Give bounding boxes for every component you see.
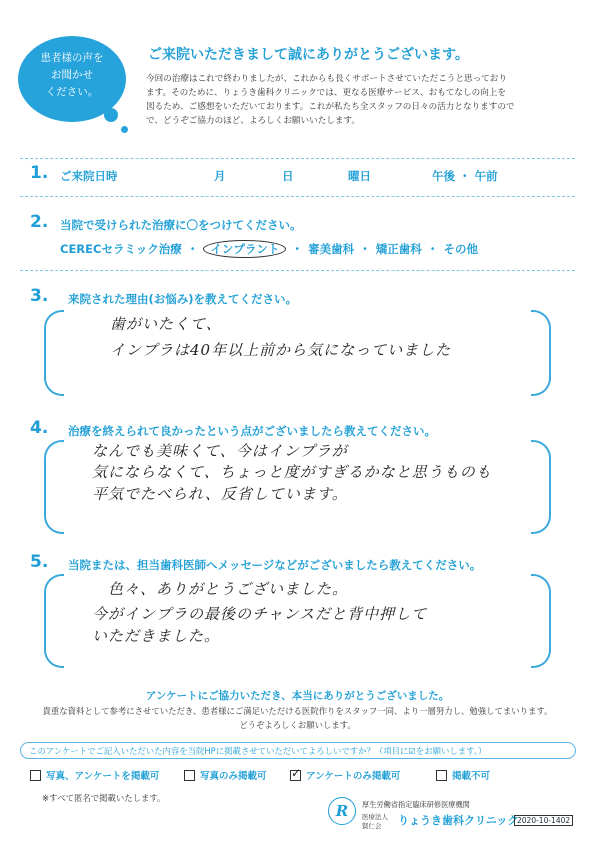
clinic-name: りょうき歯科クリニック <box>398 814 519 827</box>
q3-answer-line: 歯がいたくて、 <box>110 315 222 333</box>
answer-bracket-right <box>531 574 551 668</box>
intro-line: で、どうぞご協力のほど、よろしくお願いいたします。 <box>146 116 360 126</box>
q5-number: 5. <box>30 552 49 572</box>
q2-number: 2. <box>30 212 49 232</box>
intro-line: ます。そのために、りょうき歯科クリニックでは、更なる医療サービス、おもてなしの向上を <box>146 88 506 98</box>
corp-label: 医療法人 <box>362 813 388 821</box>
bubble-tail-dot-small <box>121 126 128 133</box>
q5-answer-line: 色々、ありがとうございました。 <box>108 580 349 598</box>
answer-bracket-left <box>44 574 64 668</box>
checkbox-label: 写真、アンケートを掲載可 <box>46 771 160 782</box>
checkbox-photo-and-survey[interactable] <box>30 770 41 781</box>
q4-answer-line: 気にならなくて、ちょっと度がすぎるかなと思うものも <box>92 463 492 481</box>
q1-month-label: 月 <box>214 169 226 183</box>
option-other[interactable]: その他 <box>443 242 478 256</box>
answer-bracket-right <box>531 310 551 396</box>
section-divider <box>20 196 575 197</box>
option-separator: ・ <box>186 242 199 256</box>
q1-label: ご来院日時 <box>60 169 118 183</box>
bubble-line: ください。 <box>45 86 99 98</box>
bubble-line: 患者様の声を <box>40 52 104 64</box>
option-separator: ・ <box>291 242 303 256</box>
option-aesthetic[interactable]: 審美歯科 <box>308 242 355 256</box>
page-title: ご来院いただきまして誠にありがとうございます。 <box>148 47 469 63</box>
q5-answer-line: 今がインプラの最後のチャンスだと背中押して <box>92 605 428 623</box>
q1-number: 1. <box>30 163 49 183</box>
answer-bracket-right <box>531 440 551 534</box>
q1-weekday-label: 曜日 <box>348 169 371 183</box>
q3-number: 3. <box>30 286 49 306</box>
q2-label: 当院で受けられた治療に〇をつけてください。 <box>60 218 302 232</box>
ministry-label: 厚生労働省指定臨床研修医療機関 <box>362 800 470 809</box>
document-code: 2020-10-1402 <box>514 815 573 826</box>
answer-bracket-left <box>44 310 64 396</box>
clinic-logo: R <box>328 797 356 825</box>
checkbox-label: 写真のみ掲載可 <box>200 771 267 782</box>
q4-answer-line: 平気でたべられ、反省しています。 <box>92 485 348 503</box>
closing-line: 貴重な資料として参考にさせていただき、患者様にご満足いただける医院作りをスタッフ一同、より一層努力し、勉強してまいります。 <box>42 706 553 716</box>
q3-label: 来院された理由(お悩み)を教えてください。 <box>68 292 298 306</box>
q4-answer-line: なんでも美味くて、今はインプラが <box>92 442 348 460</box>
q1-ampm-label: 午後 ・ 午前 <box>432 169 498 183</box>
consent-question: このアンケートでご記入いただいた内容を当院HPに掲載させていただいてよろしいですか？（項目に☑をお願いします。） <box>20 742 576 759</box>
checkbox-label: アンケートのみ掲載可 <box>306 771 401 782</box>
section-divider <box>20 158 575 159</box>
checkbox-label: 掲載不可 <box>452 771 491 782</box>
section-divider <box>20 270 575 271</box>
thanks-heading: アンケートにご協力いただき、本当にありがとうございました。 <box>145 690 450 702</box>
q4-number: 4. <box>30 418 49 438</box>
intro-line: 図るため、ご感想をいただいております。これが私たち全スタッフの日々の活力となりますので <box>146 102 515 112</box>
intro-line: 今回の治療はこれで終わりましたが、これからも長くサポートさせていただこうと思っており <box>146 74 507 84</box>
bubble-tail-dot <box>104 108 118 122</box>
closing-line: どうぞよろしくお願いします。 <box>239 720 356 730</box>
anonymity-note: ※すべて匿名で掲載いたします。 <box>42 793 166 803</box>
option-implant[interactable]: インプラント <box>203 240 286 258</box>
option-separator: ・ <box>426 242 439 256</box>
checkbox-no-publish[interactable] <box>436 770 447 781</box>
q2-options <box>60 238 478 258</box>
corp-label: 賢仁会 <box>362 822 382 830</box>
check-mark-icon: ✓ <box>291 766 302 780</box>
intro-text <box>146 72 576 128</box>
bubble-line: お聞かせ <box>51 69 93 81</box>
option-orthodontic[interactable]: 矯正歯科 <box>375 242 422 256</box>
q5-answer-line: いただきました。 <box>92 627 221 645</box>
checkbox-photo-only[interactable] <box>184 770 195 781</box>
q5-label: 当院または、担当歯科医師へメッセージなどがございましたら教えてください。 <box>68 558 482 572</box>
q3-answer-line: インプラは40年以上前から気になっていました <box>110 341 452 359</box>
option-cerec[interactable]: CERECセラミック治療 <box>60 242 182 256</box>
checkbox-survey-only[interactable] <box>290 766 302 781</box>
q1-day-label: 日 <box>282 169 294 183</box>
answer-bracket-left <box>44 440 64 534</box>
q4-label: 治療を終えられて良かったという点がございましたら教えてください。 <box>68 424 436 438</box>
option-separator: ・ <box>359 242 371 256</box>
